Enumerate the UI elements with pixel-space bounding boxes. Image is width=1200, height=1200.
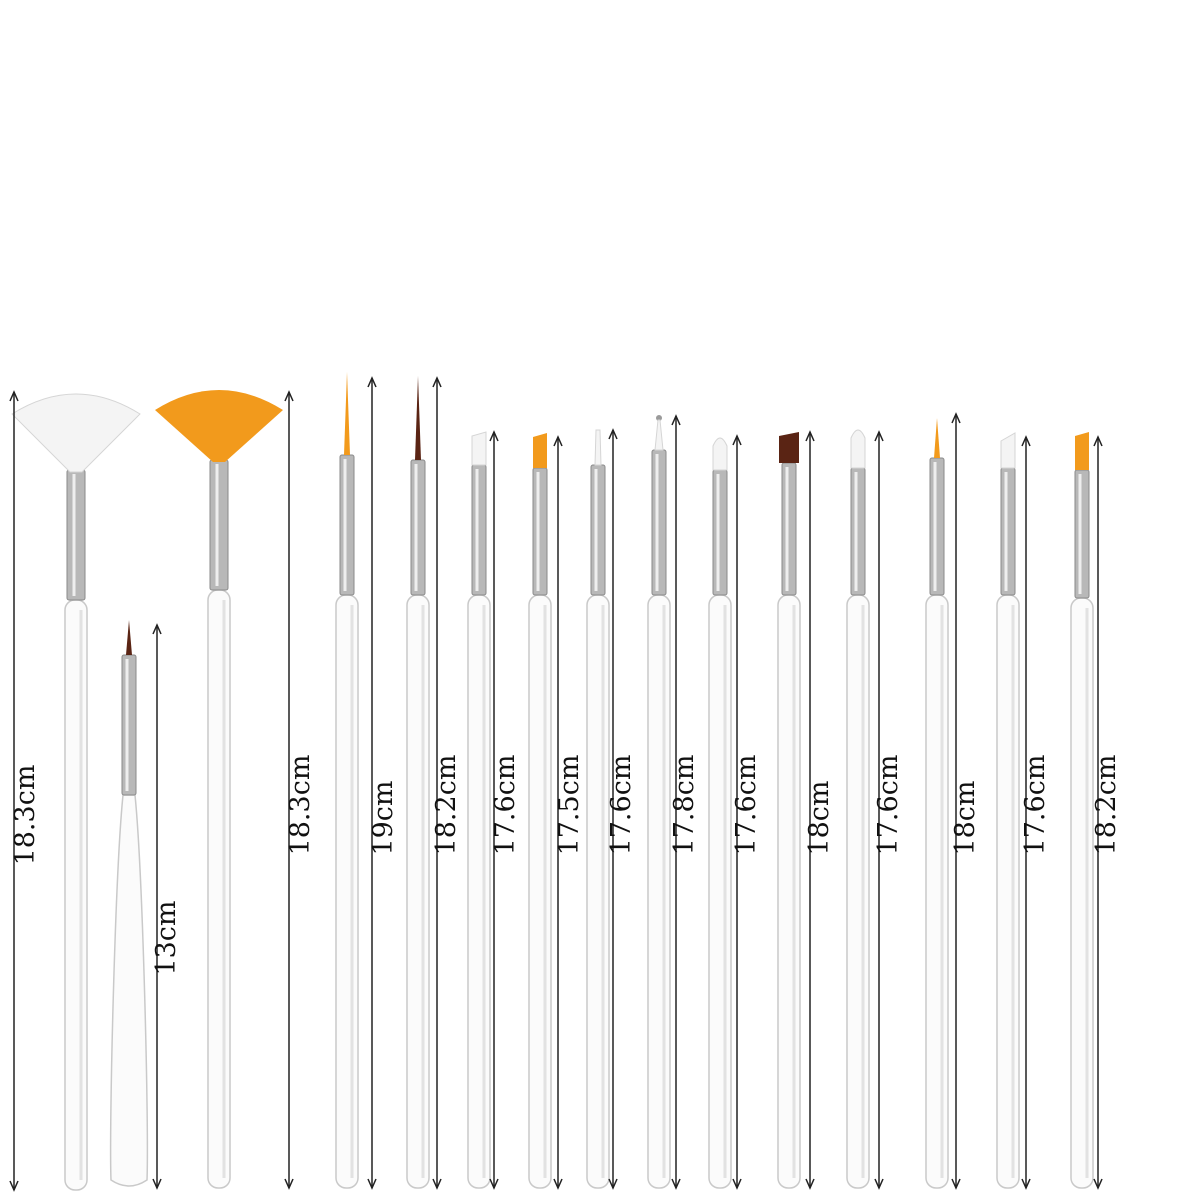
brush-flat-white-1: [468, 432, 490, 1188]
brush-flat-brown: [778, 432, 800, 1188]
brush-flat-orange-2: [1071, 432, 1093, 1188]
brush-bristles: [1075, 432, 1089, 470]
brush-ferrule: [782, 463, 796, 595]
measure-fan-white: [10, 392, 41, 1190]
brush-angled-white: [997, 433, 1019, 1188]
brush-ferrule: [472, 465, 486, 595]
length-label: 17.6cm: [731, 754, 762, 856]
brush-ferrule: [591, 465, 605, 595]
brush-handle: [778, 595, 800, 1188]
brush-bristles: [779, 432, 799, 463]
brush-ferrule: [1001, 468, 1015, 595]
measure-liner-brown: [431, 378, 462, 1188]
brush-handle: [111, 795, 148, 1186]
length-label: 18.2cm: [1091, 754, 1122, 856]
brush-handle: [587, 595, 609, 1188]
brush-ferrule: [1075, 470, 1089, 598]
length-label: 17.8cm: [669, 754, 700, 856]
brush-layer: [12, 372, 1093, 1190]
measure-detail-white: [606, 430, 637, 1188]
brush-handle: [65, 600, 87, 1190]
brush-bristles: [851, 430, 865, 468]
brush-handle: [1071, 598, 1093, 1188]
brush-liner-brown: [407, 376, 429, 1188]
length-label: 17.6cm: [490, 754, 521, 856]
brush-bristles: [595, 430, 601, 465]
brush-handle: [407, 595, 429, 1188]
brush-handle: [336, 595, 358, 1188]
brush-bristles: [155, 390, 283, 462]
measure-dotting-tool: [669, 416, 700, 1188]
measure-round-white-2: [873, 432, 904, 1188]
brush-fan-orange: [155, 390, 283, 1188]
length-label: 17.6cm: [606, 754, 637, 856]
length-label: 17.6cm: [873, 754, 904, 856]
brush-dotting-tool: [648, 415, 670, 1188]
brush-liner-orange-2: [926, 418, 948, 1188]
brush-bristles: [934, 418, 940, 458]
brush-ferrule: [411, 460, 425, 595]
brush-handle: [648, 595, 670, 1188]
brush-handle: [926, 595, 948, 1188]
brush-bristles: [415, 376, 421, 460]
brush-ferrule: [533, 468, 547, 595]
brush-ferrule: [122, 655, 136, 795]
length-label: 17.6cm: [1020, 754, 1051, 856]
brush-handle: [847, 595, 869, 1188]
length-label: 17.5cm: [554, 754, 585, 856]
measure-angled-white: [1020, 437, 1051, 1188]
brush-bristles: [713, 438, 727, 470]
length-label: 18.3cm: [10, 764, 41, 866]
brush-handle: [208, 590, 230, 1188]
brush-bristles: [655, 420, 663, 450]
brush-ferrule: [930, 458, 944, 595]
measure-flat-orange-1: [554, 437, 585, 1188]
length-label: 19cm: [368, 780, 399, 856]
brush-handle: [468, 595, 490, 1188]
length-label: 18.2cm: [431, 754, 462, 856]
measure-liner-short: [151, 625, 182, 1188]
brush-handle: [529, 595, 551, 1188]
brush-ferrule: [652, 450, 666, 595]
length-label: 18cm: [804, 780, 835, 856]
brush-round-white-2: [847, 430, 869, 1188]
measure-layer: [10, 378, 1122, 1190]
brush-ferrule: [713, 470, 727, 595]
brush-ferrule: [851, 468, 865, 595]
brush-liner-orange: [336, 372, 358, 1188]
brush-bristles: [126, 620, 132, 655]
measure-flat-white-1: [490, 432, 521, 1188]
brush-bristles: [533, 433, 547, 468]
brush-ferrule: [340, 455, 354, 595]
brush-handle: [709, 595, 731, 1188]
brush-bristles: [12, 394, 140, 472]
brush-liner-short: [111, 620, 148, 1186]
measure-liner-orange-2: [950, 414, 981, 1188]
brush-handle: [997, 595, 1019, 1188]
measure-fan-orange: [285, 392, 316, 1188]
brush-bristles: [472, 432, 486, 465]
brush-flat-orange-1: [529, 433, 551, 1188]
brush-round-white: [709, 438, 731, 1188]
measure-liner-orange: [368, 378, 399, 1188]
brush-bristles: [344, 372, 350, 455]
length-label: 18cm: [950, 780, 981, 856]
length-label: 18.3cm: [285, 754, 316, 856]
measure-flat-orange-2: [1091, 437, 1122, 1188]
measure-round-white: [731, 436, 762, 1188]
brush-bristles: [1001, 433, 1015, 468]
brush-ferrule: [67, 470, 85, 600]
brush-ferrule: [210, 460, 228, 590]
length-label: 13cm: [151, 900, 182, 976]
measure-flat-brown: [804, 432, 835, 1188]
